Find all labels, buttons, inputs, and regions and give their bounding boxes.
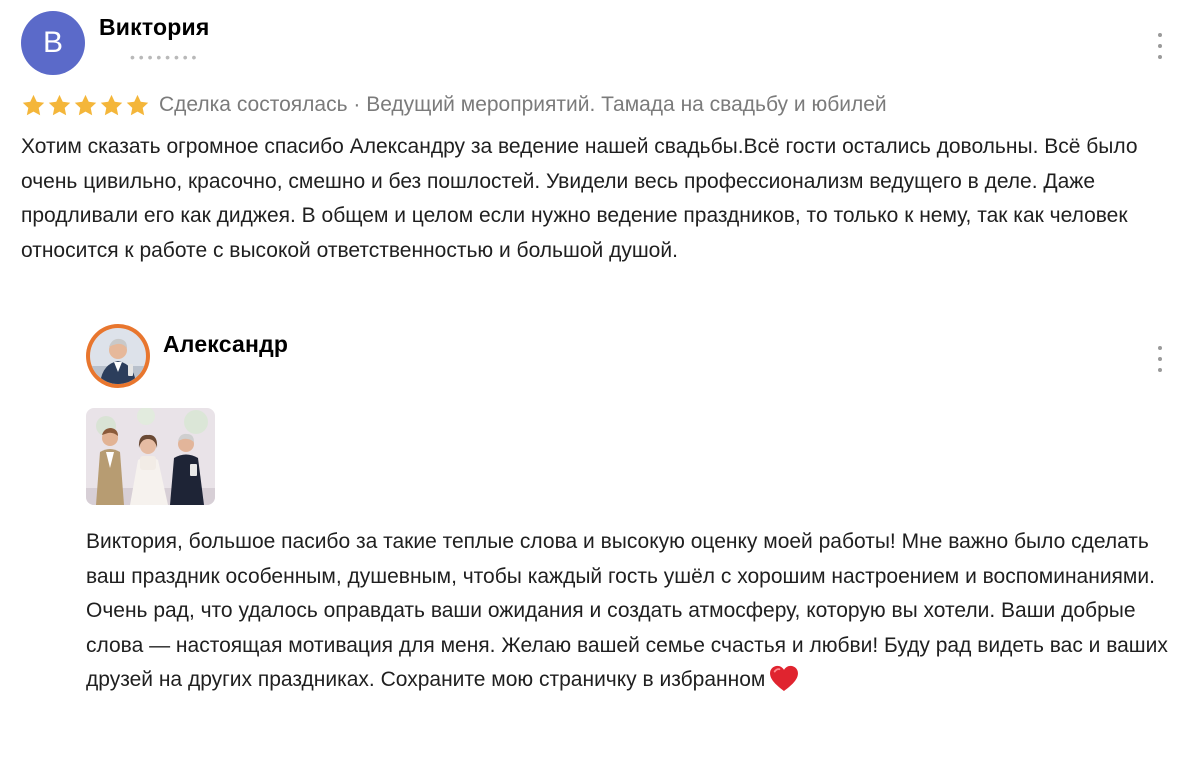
wedding-photo [86, 408, 215, 505]
reviewer-name[interactable]: Виктория [99, 14, 210, 40]
review-text: Хотим сказать огромное спасибо Александру за ведение нашей свадьбы.Всё гости остались довольны. Всё было очень цивильно, красочно, смешно и без пошлостей. Увидели весь профессионализм ведущего в деле. Даже продливали его как диджея. В общем и целом если нужно ведение праздников, то только к нему, так как человек относится к работе с высокой ответственностью и большой душой. [21, 135, 1138, 262]
replier-avatar[interactable] [86, 324, 150, 388]
star-icon [73, 93, 98, 118]
star-icon [125, 93, 150, 118]
replier-photo [90, 328, 146, 384]
review-meta [21, 89, 887, 121]
star-icon [99, 93, 124, 118]
review-date-faded: • • • • • • • • [130, 55, 197, 65]
reply-more-icon[interactable] [1152, 346, 1168, 372]
rating-stars [21, 93, 150, 118]
heart-icon [769, 665, 799, 692]
review-meta-text: Сделка состоялась · Ведущий мероприятий. Тамада на свадьбу и юбилей [159, 93, 887, 116]
star-icon [21, 93, 46, 118]
reviewer-avatar[interactable]: В [21, 11, 85, 75]
reply-text [86, 525, 1191, 698]
reply-photo-thumbnail[interactable] [86, 408, 215, 505]
reply-text-body: Виктория, большое пасибо за такие теплые слова и высокую оценку моей работы! Мне важно было сделать ваш праздник особенным, душевным, чтобы каждый гость ушёл с хорошим настроением и воспоминаниями. Очень рад, что удалось оправдать ваши ожидания и создать атмосферу, которую вы хотели. Ваши добрые слова — настоящая мотивация для меня. Желаю вашей семье счастья и любви! Буду рад видеть вас и ваших друзей на других праздниках. Сохраните мою страничку в избранном [86, 530, 1168, 692]
review-more-icon[interactable] [1152, 33, 1168, 59]
star-icon [47, 93, 72, 118]
replier-name[interactable]: Александр [163, 331, 289, 357]
